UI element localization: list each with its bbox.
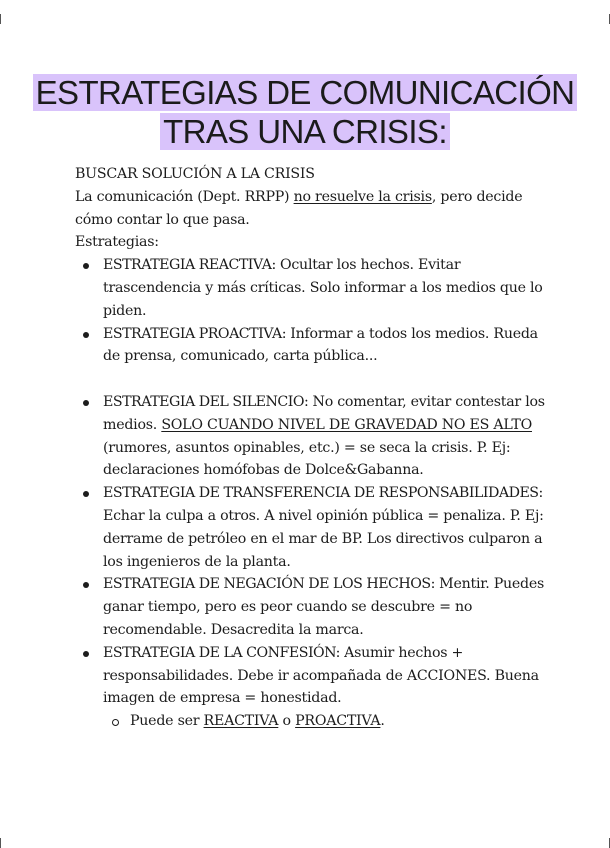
strategy-name: ESTRATEGIA PROACTIVA: — [103, 325, 287, 342]
intro-paragraph — [75, 186, 545, 232]
sub-text-b: o — [278, 713, 296, 730]
strategy-text: Ocultar los hechos. Evitar trascendencia y más críticas. Solo informar a los medios que lo piden. — [103, 257, 543, 319]
intro-underlined: no resuelve la crisis — [293, 188, 432, 205]
strategy-text: Asumir hechos + responsabilidades. Debe ir acompañada de ACCIONES. Buena imagen de empresa = honestidad. — [103, 644, 539, 707]
strategy-name: ESTRATEGIA DE LA CONFESIÓN: — [103, 644, 340, 661]
strategy-underlined: SOLO CUANDO NIVEL DE GRAVEDAD NO ES ALTO — [161, 416, 532, 433]
strategy-text: Mentir. Puedes ganar tiempo, pero es peor cuando se descubre = no recomendable. Desacredita la marca. — [103, 576, 545, 638]
list-item-transferencia — [103, 482, 545, 573]
sub-underlined-proactiva: PROACTIVA — [295, 713, 381, 730]
strategy-name: ESTRATEGIA REACTIVA: — [103, 257, 276, 274]
title-line-2: TRAS UNA CRISIS: — [160, 113, 450, 150]
title-line-1: ESTRATEGIAS DE COMUNICACIÓN — [33, 74, 578, 111]
strategy-text-b: (rumores, asuntos opinables, etc.) = se seca la crisis. P. Ej: declaraciones homófobas de Dolce&Gabanna. — [103, 439, 511, 479]
intro-text-a: La comunicación (Dept. RRPP) — [75, 188, 294, 205]
list-item-confesion — [103, 642, 545, 733]
page-title — [0, 73, 610, 151]
spacer — [75, 368, 545, 391]
sub-text-c: . — [380, 713, 385, 730]
crop-mark-top-left — [0, 14, 1, 24]
sub-list — [103, 710, 545, 733]
strategies-list — [75, 254, 545, 368]
strategy-text: Echar la culpa a otros. A nivel opinión pública = penaliza. P. Ej: derrame de petróleo en el mar de BP. Los directivos culparon a los ingenieros de la planta. — [103, 507, 544, 570]
intro-text-b: , pero decide cómo contar lo que pasa. — [75, 188, 523, 228]
strategy-name: ESTRATEGIA DEL SILENCIO: — [103, 393, 309, 410]
section-heading: BUSCAR SOLUCIÓN A LA CRISIS — [75, 166, 315, 182]
strategies-label: Estrategias: — [75, 234, 159, 251]
strategy-name: ESTRATEGIA DE NEGACIÓN DE LOS HECHOS: — [103, 576, 435, 593]
strategies-list-continued — [75, 391, 545, 733]
list-item-silencio — [103, 391, 545, 482]
sub-underlined-reactiva: REACTIVA — [203, 713, 279, 730]
strategy-text-a: No comentar, evitar contestar los medios. — [103, 393, 545, 433]
list-item-proactiva — [103, 323, 545, 369]
sub-text-a: Puede ser — [130, 713, 204, 730]
list-item-reactiva — [103, 254, 545, 322]
sub-list-item — [130, 710, 545, 733]
list-item-negacion — [103, 573, 545, 641]
document-body — [75, 163, 545, 733]
strategy-text: Informar a todos los medios. Rueda de prensa, comunicado, carta pública... — [103, 325, 538, 365]
crop-mark-bottom-left — [0, 838, 1, 848]
strategy-name: ESTRATEGIA DE TRANSFERENCIA DE RESPONSABILIDADES: — [103, 485, 543, 502]
